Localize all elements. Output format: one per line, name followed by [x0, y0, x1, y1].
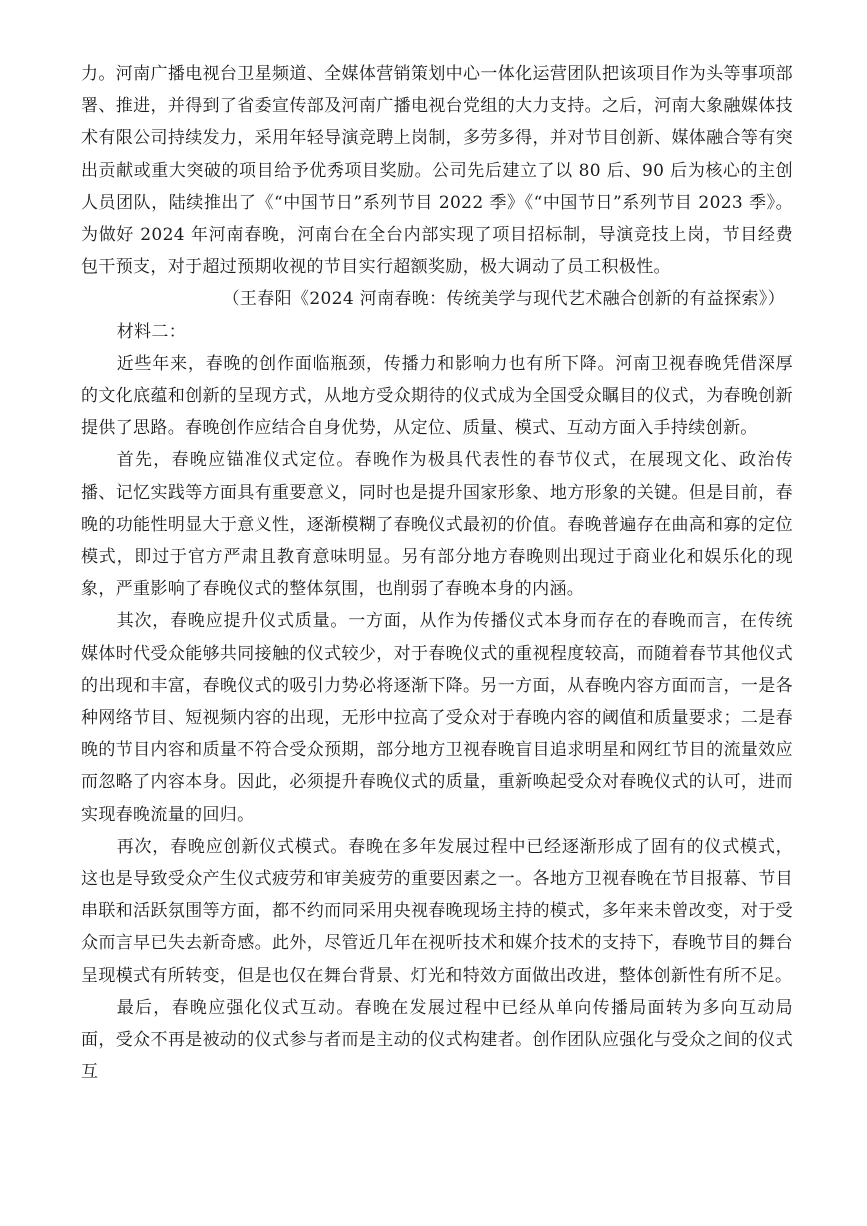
- paragraph-material-one-end: 力。河南广播电视台卫星频道、全媒体营销策划中心一体化运营团队把该项目作为头等事项部署、推进，并得到了省委宣传部及河南广播电视台党组的大力支持。之后，河南大象融媒体技术有限公司持续发力，采用年轻导演竞聘上岗制，多劳多得，并对节目创新、媒体融合等有突出贡献或重大突破的项目给予优秀项目奖励。公司先后建立了以 80 后、90 后为核心的主创人员团队，陆续推出了《“中国节日”系列节目 2022 季》《“中国节日”系列节目 2023 季》。为做好 2024 年河南春晚，河南台在全台内部实现了项目招标制，导演竞技上岗，节目经费包干预支，对于超过预期收视的节目实行超额奖励，极大调动了员工积极性。: [81, 64, 793, 278]
- paragraph-mode: 再次，春晚应创新仪式模式。春晚在多年发展过程中已经逐渐形成了固有的仪式模式，这也是导致受众产生仪式疲劳和审美疲劳的重要因素之一。各地方卫视春晚在节目报幕、节目串联和活跃氛围等方面，都不约而同采用央视春晚现场主持的模式，多年来未曾改变，对于受众而言早已失去新奇感。此外，尽管近几年在视听技术和媒介技术的支持下，春晚节目的舞台呈现模式有所转变，但是也仅在舞台背景、灯光和特效方面做出改进，整体创新性有所不足。: [81, 836, 793, 986]
- document-page: [81, 58, 793, 1089]
- paragraph-quality: 其次，春晚应提升仪式质量。一方面，从作为传播仪式本身而存在的春晚而言，在传统媒体时代受众能够共同接触的仪式较少，对于春晚仪式的重视程度较高，而随着春节其他仪式的出现和丰富，春晚仪式的吸引力势必将逐渐下降。另一方面，从春晚内容方面而言，一是各种网络节目、短视频内容的出现，无形中拉高了受众对于春晚内容的阈值和质量要求；二是春晚的节目内容和质量不符合受众预期，部分地方卫视春晚盲目追求明星和网红节目的流量效应而忽略了内容本身。因此，必须提升春晚仪式的质量，重新唤起受众对春晚仪式的认可，进而实现春晚流量的回归。: [81, 611, 793, 825]
- paragraph-intro: 近些年来，春晚的创作面临瓶颈，传播力和影响力也有所下降。河南卫视春晚凭借深厚的文化底蕴和创新的呈现方式，从地方受众期待的仪式成为全国受众瞩目的仪式，为春晚创新提供了思路。春晚创作应结合自身优势，从定位、质量、模式、互动方面入手持续创新。: [81, 353, 793, 439]
- source-citation: （王春阳《2024 河南春晚：传统美学与现代艺术融合创新的有益探索》）: [222, 289, 785, 310]
- paragraph-interaction: 最后，春晚应强化仪式互动。春晚在发展过程中已经从单向传播局面转为多向互动局面，受众不再是被动的仪式参与者而是主动的仪式构建者。创作团队应强化与受众之间的仪式互: [81, 997, 793, 1083]
- material-two-heading: 材料二：: [116, 321, 187, 342]
- paragraph-positioning: 首先，春晚应锚准仪式定位。春晚作为极具代表性的春节仪式，在展现文化、政治传播、记忆实践等方面具有重要意义，同时也是提升国家形象、地方形象的关键。但是目前，春晚的功能性明显大于意义性，逐渐模糊了春晚仪式最初的价值。春晚普遍存在曲高和寡的定位模式，即过于官方严肃且教育意味明显。另有部分地方春晚则出现过于商业化和娱乐化的现象，严重影响了春晚仪式的整体氛围，也削弱了春晚本身的内涵。: [81, 450, 793, 600]
